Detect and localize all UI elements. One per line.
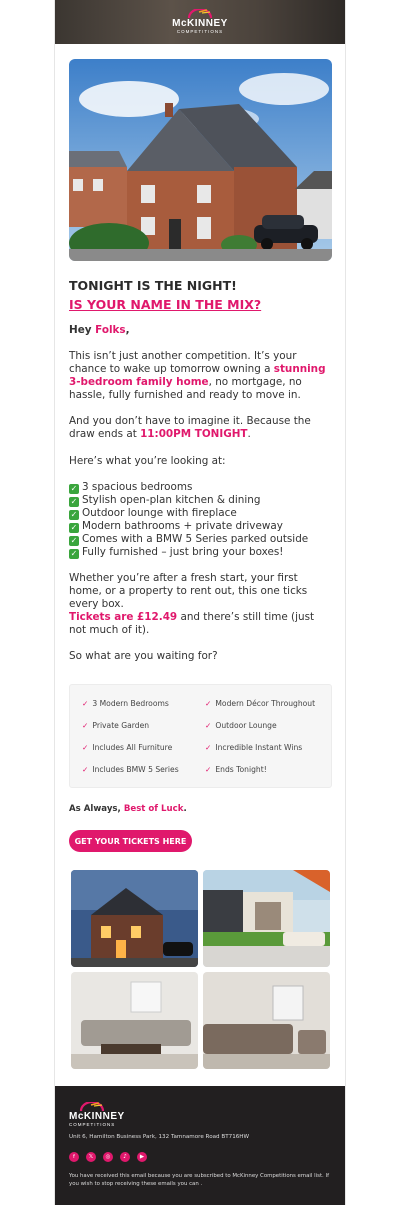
get-tickets-button[interactable]: GET YOUR TICKETS HERE [69,830,192,852]
features-box [69,684,332,788]
signoff-text: As Always, [69,804,124,814]
greeting-comma: , [125,324,130,336]
check-icon: ✓ [70,497,78,506]
feature-item [205,765,267,774]
footer-brand-sub: COMPETITIONS [69,1122,116,1127]
headline-primary: TONIGHT IS THE NIGHT! [69,278,237,293]
checklist-text: Stylish open-plan kitchen & dining [82,494,261,506]
list-item [69,520,333,533]
feature-label: Incredible Instant Wins [215,743,303,752]
tick-icon: ✓ [82,721,89,730]
footer-logo[interactable] [69,1102,125,1128]
gallery-image-living-room [71,972,198,1069]
tick-icon: ✓ [205,743,212,752]
tick-icon: ✓ [205,721,212,730]
checklist-text: Fully furnished – just bring your boxes! [82,546,284,558]
feature-label: Private Garden [92,721,150,730]
feature-item [82,699,169,708]
para5-text: and there’s still time (just not much of it). [69,611,315,636]
check-icon: ✓ [70,484,78,493]
feature-item [82,765,179,774]
checklist-text: Outdoor lounge with fireplace [82,507,237,519]
facebook-icon[interactable]: f [69,1152,79,1162]
list-item [69,494,333,507]
signoff [69,803,333,816]
feature-label: Includes BMW 5 Series [92,765,179,774]
paragraph-whether: Whether you’re after a fresh start, your first home, or a property to rent out, this one ticks every box. [69,572,308,610]
headline-link[interactable]: IS YOUR NAME IN THE MIX? [69,297,262,312]
tick-icon: ✓ [82,699,89,708]
x-icon[interactable]: 𝕏 [86,1152,96,1162]
email-footer [55,1086,345,1205]
hero-house-image [69,59,332,261]
logo-arc-icon [185,9,215,18]
feature-checklist [69,481,333,559]
check-icon: ✓ [70,523,78,532]
footer-unsubscribe-note: You have received this email because you are subscribed to McKinney Competitions email list. If you wish to stop receiving these emails you can . [69,1173,329,1187]
email-header [55,0,345,44]
footer-brand-name: McKINNEY [69,1111,125,1122]
paragraph-lookat: Here’s what you’re looking at: [69,455,226,467]
greeting-hey: Hey [69,324,96,336]
feature-item [205,721,277,730]
signoff-period: . [183,804,187,814]
para1-highlight: stunning 3-bedroom family home [69,363,326,388]
feature-item [82,743,172,752]
checklist-text: Comes with a BMW 5 Series parked outside [82,533,309,545]
tick-icon: ✓ [82,765,89,774]
list-item [69,507,333,520]
gallery-image-house-night [71,870,198,967]
paragraph-waiting: So what are you waiting for? [69,650,218,662]
para2-highlight: 11:00PM TONIGHT [140,428,248,440]
tick-icon: ✓ [82,743,89,752]
list-item [69,546,333,559]
paragraph-draw [69,415,333,441]
para1-text-b: , no mortgage, no hassle, fully furnished and ready to move in. [69,376,302,401]
logo-arc-icon [77,1102,107,1111]
greeting [69,324,333,337]
youtube-icon[interactable]: ▶ [137,1152,147,1162]
check-icon: ✓ [70,549,78,558]
footer-address: Unit 6, Hamilton Business Park, 132 Tamnamore Road BT716HW [69,1134,250,1140]
greeting-name: Folks [95,324,126,336]
feature-item [205,743,302,752]
checklist-text: Modern bathrooms + private driveway [82,520,283,532]
para2-text-a: And you don’t have to imagine it. Because the draw ends at [69,415,311,440]
feature-label: 3 Modern Bedrooms [92,699,169,708]
para1-text-a: This isn’t just another competition. It’s your chance to wake up tomorrow owning a [69,350,297,375]
feature-item [82,721,149,730]
email-container [54,0,346,1205]
paragraph-tickets [69,611,333,637]
para2-text-b: . [247,428,251,440]
instagram-icon[interactable]: ◎ [103,1152,113,1162]
list-item [69,533,333,546]
feature-label: Ends Tonight! [215,765,267,774]
paragraph-intro [69,350,333,402]
feature-item [205,699,315,708]
feature-label: Modern Décor Throughout [215,699,316,708]
ticket-price: Tickets are £12.49 [69,611,178,623]
brand-sub: COMPETITIONS [176,29,224,35]
feature-label: Outdoor Lounge [215,721,277,730]
tick-icon: ✓ [205,765,212,774]
signoff-highlight: Best of Luck [123,804,184,814]
list-item [69,481,333,494]
tick-icon: ✓ [205,699,212,708]
checklist-text: 3 spacious bedrooms [82,481,193,493]
gallery-image-lounge [203,972,330,1069]
gallery-image-outdoor-lounge [203,870,330,967]
brand-logo[interactable] [172,9,228,35]
feature-label: Includes All Furniture [92,743,173,752]
tiktok-icon[interactable]: ♪ [120,1152,130,1162]
check-icon: ✓ [70,510,78,519]
brand-name: McKINNEY [172,18,228,30]
check-icon: ✓ [70,536,78,545]
